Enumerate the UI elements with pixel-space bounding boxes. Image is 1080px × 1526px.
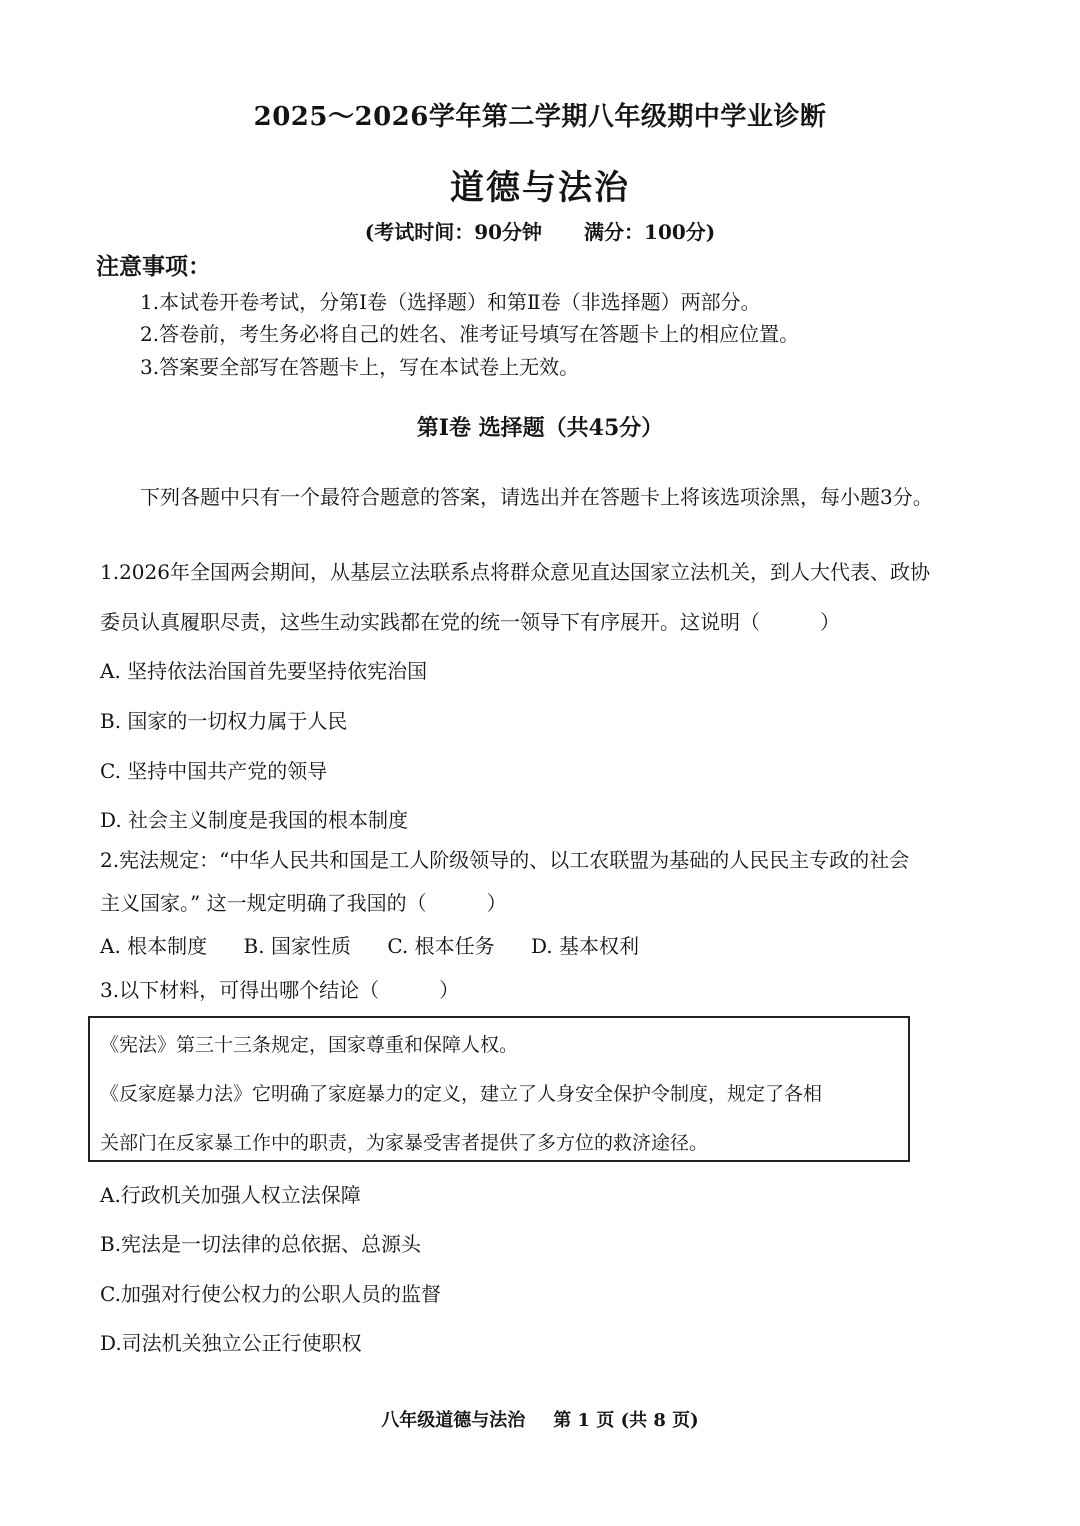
question-1-stem-cont: 委员认真履职尽责，这些生动实践都在党的统一领导下有序展开。这说明（ ）: [100, 610, 840, 634]
question-2-stem-cont: 主义国家。” 这一规定明确了我国的（ ）: [100, 891, 507, 915]
question-1-option-c: C. 坚持中国共产党的领导: [100, 759, 328, 783]
question-3-option-a: A.行政机关加强人权立法保障: [100, 1183, 361, 1207]
material-line: 《宪法》第三十三条规定，国家尊重和保障人权。: [100, 1034, 519, 1056]
page-number: 第 1 页 (共 8 页): [553, 1410, 699, 1431]
question-2-option-a: A. 根本制度: [100, 934, 208, 958]
footer-subject: 八年级道德与法治: [381, 1410, 526, 1431]
question-2-options: [100, 930, 669, 959]
exam-time: (考试时间：90分钟: [364, 220, 543, 244]
notice-item: 1.本试卷开卷考试，分第Ⅰ卷（选择题）和第Ⅱ卷（非选择题）两部分。: [140, 290, 761, 314]
question-3-option-d: D.司法机关独立公正行使职权: [100, 1331, 362, 1355]
question-2-option-d: D. 基本权利: [530, 934, 640, 958]
question-3-stem: 3.以下材料，可得出哪个结论（ ）: [100, 978, 460, 1002]
question-1-option-d: D. 社会主义制度是我国的根本制度: [100, 808, 409, 832]
exam-title: 2025～2026学年第二学期八年级期中学业诊断: [253, 102, 827, 132]
subject-title: 道德与法治: [450, 168, 630, 208]
full-score: 满分：100分): [584, 220, 716, 244]
notice-item: 2.答卷前，考生务必将自己的姓名、准考证号填写在答题卡上的相应位置。: [140, 322, 800, 346]
question-2-option-c: C. 根本任务: [387, 934, 495, 958]
question-2-stem: 2.宪法规定：“中华人民共和国是工人阶级领导的、以工农联盟为基础的人民民主专政的社会: [100, 848, 910, 872]
notice-heading: 注意事项：: [96, 253, 211, 280]
material-line: 关部门在反家暴工作中的职责，为家暴受害者提供了多方位的救济途径。: [100, 1132, 709, 1154]
exam-meta: [0, 216, 1080, 245]
page-footer: [0, 1406, 1080, 1432]
question-1-option-b: B. 国家的一切权力属于人民: [100, 709, 348, 733]
question-3-option-b: B.宪法是一切法律的总依据、总源头: [100, 1232, 422, 1256]
section-title: 第Ⅰ卷 选择题（共45分）: [416, 415, 664, 441]
question-1-option-a: A. 坚持依法治国首先要坚持依宪治国: [100, 659, 428, 683]
section-instruction: 下列各题中只有一个最符合题意的答案，请选出并在答题卡上将该选项涂黑，每小题3分。: [140, 485, 933, 509]
question-2-option-b: B. 国家性质: [243, 934, 351, 958]
material-line: 《反家庭暴力法》它明确了家庭暴力的定义，建立了人身安全保护令制度，规定了各相: [100, 1083, 823, 1105]
question-1-stem: 1.2026年全国两会期间，从基层立法联系点将群众意见直达国家立法机关，到人大代表、政协: [100, 560, 930, 584]
notice-item: 3.答案要全部写在答题卡上，写在本试卷上无效。: [140, 355, 580, 379]
question-3-option-c: C.加强对行使公权力的公职人员的监督: [100, 1282, 441, 1306]
